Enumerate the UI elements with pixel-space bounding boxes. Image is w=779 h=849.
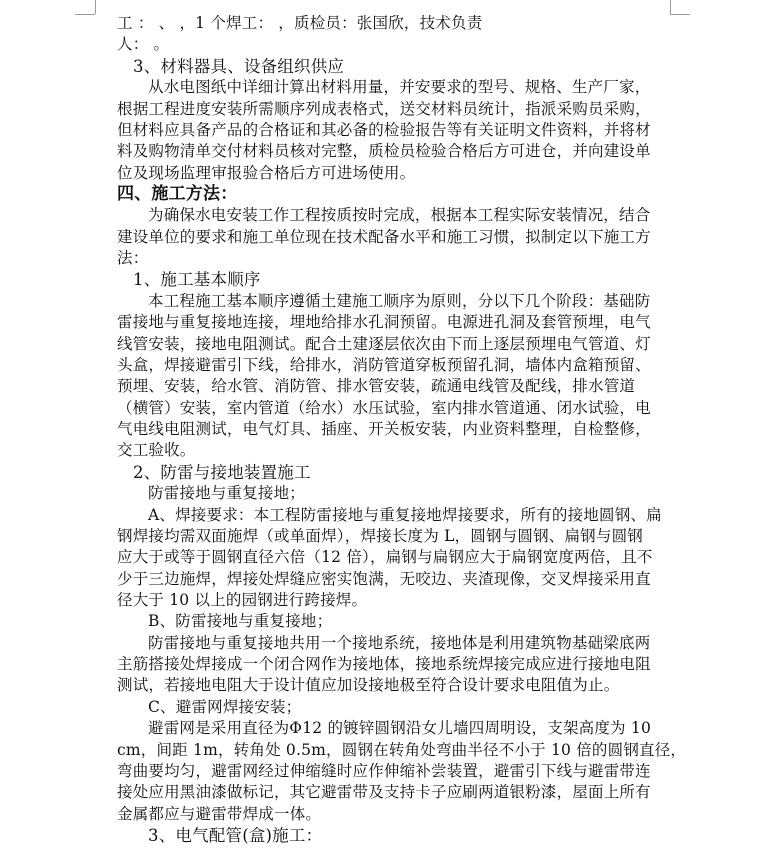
body-text-line: 避雷网是采用直径为Φ12 的镀锌圆钢沿女儿墙四周明设，支架高度为 10 [148,719,652,738]
body-text-line: 但材料应具备产品的合格证和其必备的检验报告等有关证明文件资料，并将材 [117,120,651,139]
body-text-line: 根据工程进度安装所需顺序列成表格式，送交材料员统计，指派采购员采购， [117,99,651,118]
body-text-line: 气电线电阻测试，电气灯具、插座、开关板安装，内业资料整理，自检整修， [117,420,651,438]
subsection-heading: 3、电气配管(盒)施工： [148,826,323,845]
body-text-line: 预埋、安装，给水管、消防管、排水管安装，疏通电线管及配线，排水管道 [117,377,636,396]
body-text-line: 法： [117,249,149,268]
crop-mark [95,0,96,14]
body-text-line: 应大于或等于圆钢直径六倍（12 倍），扁钢与扁钢应大于扁钢宽度两倍，且不 [117,548,653,567]
body-text-line: 头盒，焊接避雷引下线，给排水，消防管道穿板预留孔洞，墙体内盒箱预留、 [117,355,651,374]
body-text-line: A、焊接要求：本工程防雷接地与重复接地焊接要求，所有的接地圆钢、扁 [148,505,662,524]
body-text-line: 料及购物清单交付材料员核对完整，质检员检验合格后方可进仓，并向建设单 [117,142,651,161]
body-text-line: 建设单位的要求和施工单位现在技术配备水平和施工习惯，拟制定以下施工方 [117,227,651,246]
body-text-line: C、避雷网焊接安装； [148,697,302,716]
body-text-line: B、防雷接地与重复接地； [148,612,333,631]
body-text-line: 位及现场监理审报验合格后方可进场使用。 [117,163,416,182]
body-text-line: 本工程施工基本顺序遵循土建施工顺序为原则，分以下几个阶段：基础防 [148,291,651,310]
body-text-line: 防雷接地与重复接地共用一个接地系统，接地体是利用建筑物基础梁底两 [148,633,651,652]
body-text-line: 弯曲要均匀，避雷网经过伸缩缝时应作伸缩补尝装置，避雷引下线与避雷带连 [117,761,651,780]
subsection-heading: 3、材料器具、设备组织供应 [133,56,345,76]
body-text-line: cm，间距 1m，转角处 0.5m，圆钢在转角处弯曲半径不小于 10 倍的圆钢直径， [117,740,687,759]
body-text-line: 线管安装，接地电阻测试。配合土建逐层依次由下而上逐层预埋电气管道、灯 [117,334,651,353]
body-text-line: 交工验收。 [117,441,196,460]
body-text-line: （横管）安装，室内管道（给水）水压试验，室内排水管道通、闭水试验，电 [117,398,651,417]
subsection-heading: 1、施工基本顺序 [133,270,261,290]
crop-mark [75,14,95,15]
body-text-line: 防雷接地与重复接地； [148,484,306,503]
body-text-line: 为确保水电安装工作工程按质按时完成，根据本工程实际安装情况，结合 [148,206,651,225]
body-text-line: 径大于 10 以上的园钢进行跨接焊。 [117,590,368,609]
body-text-line: 接处应用黑油漆做标记，其它避雷带及支持卡子应刷两道银粉漆，屋面上所有 [117,783,651,802]
crop-mark [670,14,690,15]
section-heading: 四、施工方法： [117,183,238,204]
body-text-line: 金属都应与避雷带焊成一体。 [117,804,322,823]
body-text-line: 雷接地与重复接地连接，埋地给排水孔洞预留。电源进孔洞及套管预埋，电气 [117,313,651,332]
body-text-line: 钢焊接均需双面施焊（或单面焊），焊接长度为 L，圆钢与圆钢、扁钢与圆钢 [117,526,643,545]
crop-mark [670,0,671,14]
subsection-heading: 2、防雷与接地装置施工 [133,462,311,482]
body-text-line: 人： 。 [117,35,170,54]
body-text-line: 工 ： 、 ，1 个焊工： ，质检员：张国欣，技术负责 [117,14,483,32]
body-text-line: 少于三边施焊，焊接处焊缝应密实饱满，无咬边、夹渣现像，交叉焊接采用直 [117,569,651,588]
body-text-line: 从水电图纸中详细计算出材料用量，并安要求的型号、规格、生产厂家， [148,78,651,97]
body-text-line: 主筋搭接处焊接成一个闭合网作为接地体，接地系统焊接完成应进行接地电阻 [117,655,651,674]
body-text-line: 测试，若接地电阻大于设计值应加设接地极至符合设计要求电阻值为止。 [117,676,620,695]
